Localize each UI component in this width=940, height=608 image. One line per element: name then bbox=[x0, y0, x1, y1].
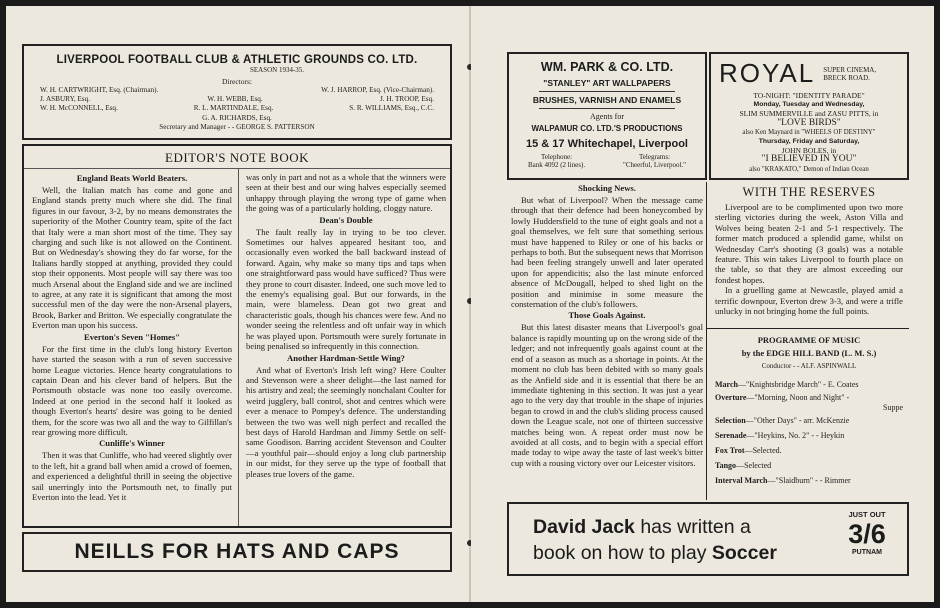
directors-row bbox=[40, 86, 434, 95]
music-programme bbox=[715, 334, 903, 488]
david-jack-advert bbox=[507, 502, 909, 576]
jack-text bbox=[533, 514, 777, 566]
royal-film: "I BELIEVED IN YOU" bbox=[761, 154, 857, 165]
reserves-column bbox=[715, 184, 903, 316]
music-items bbox=[715, 377, 903, 488]
director: J. H. TROOP, Esq. bbox=[380, 95, 434, 104]
right-page bbox=[471, 6, 934, 602]
director: W. H. McCONNELL, Esq. bbox=[40, 104, 118, 113]
music-label: Fox Trot bbox=[715, 446, 745, 455]
royal-also: also Ken Maynard in "WHEELS OF DESTINY" bbox=[742, 128, 876, 136]
music-title: PROGRAMME OF MUSIC bbox=[757, 335, 861, 345]
label: Telephone: bbox=[541, 153, 573, 161]
jack-text-b: book on how to play bbox=[533, 542, 712, 564]
park-telephone bbox=[528, 153, 585, 169]
jack-soccer: Soccer bbox=[711, 542, 777, 564]
music-band: by the EDGE HILL BAND (L. M. S.) bbox=[741, 348, 877, 358]
music-item bbox=[715, 377, 903, 392]
royal-stars: JOHN BOLES, in bbox=[781, 146, 837, 156]
directors-row bbox=[40, 95, 434, 104]
park-line-3: WALPAMUR CO. LTD.'S PRODUCTIONS bbox=[531, 124, 683, 133]
reserves-heading: WITH THE RESERVES bbox=[742, 185, 876, 199]
music-text: —"Knightsbridge March" - E. Coates bbox=[737, 380, 859, 389]
music-item bbox=[715, 428, 903, 443]
label: Telegrams: bbox=[639, 153, 671, 161]
royal-advert bbox=[709, 52, 909, 180]
column-divider bbox=[238, 168, 239, 526]
club-title: LIVERPOOL FOOTBALL CLUB & ATHLETIC GROUNDS CO. LTD. bbox=[56, 54, 418, 66]
park-agents: Agents for bbox=[590, 112, 624, 121]
club-header-box bbox=[22, 44, 452, 140]
director: S. R. WILLIAMS, Esq., C.C. bbox=[349, 104, 434, 113]
directors-row bbox=[40, 104, 434, 113]
royal-programme bbox=[711, 91, 907, 174]
divider bbox=[539, 108, 675, 109]
subheading: Everton's Seven "Homes" bbox=[84, 331, 180, 342]
neills-text: NEILLS FOR HATS AND CAPS bbox=[74, 540, 400, 563]
music-text: —Selected bbox=[736, 461, 772, 470]
music-rule bbox=[707, 328, 909, 329]
paragraph: was only in part and not as a whole that the winners were seen at their best and our wing halves especially seemed unhappy through playing the wrong type of game when the going was of a particularly holding, cloggy nature. bbox=[246, 172, 446, 214]
music-item bbox=[715, 473, 903, 488]
park-telegrams bbox=[623, 153, 686, 169]
jack-publisher: PUTNAM bbox=[852, 549, 882, 556]
news-column bbox=[511, 182, 703, 468]
park-line-1: "STANLEY" ART WALLPAPERS bbox=[543, 78, 671, 88]
heading-rule bbox=[24, 168, 450, 169]
secretary-line: Secretary and Manager - - GEORGE S. PATTERSON bbox=[159, 122, 315, 131]
paragraph: And what of Everton's Irish left wing? Here Coulter and Stevenson were a sheer delight—the last named for his artistry and zeal; the seemingly nonchalant Coulter for weird jugglery, ball control, shot and centres which were ever a menace to Pompey's defence. The understanding between the two was well nigh perfect and recalled the best days of Harold Hardman and Jimmy Settle on self-same Goodison. Barring accident Stevenson and Coulter—a youthful pair—should enjoy a long club partnership in our midst, for they serve up the type of football that pleases true lovers of the game. bbox=[246, 364, 446, 479]
royal-header bbox=[719, 58, 907, 89]
jack-text-a: has written a bbox=[634, 516, 751, 538]
music-item bbox=[715, 458, 903, 473]
paragraph: Liverpool are to be complimented upon two more sterling victories during the week, Aston Villa and Wolves being beaten 2-1 and 5-1 respectively. The former match produced a splendid game, whilst on Wednesday Carr's shooting (3 goals) was a notable feature. This win takes Liverpool to fourth place on the table, so that they are almost exceeding our fondest hopes. bbox=[715, 202, 903, 285]
royal-tonight: TO-NIGHT: "IDENTITY PARADE" bbox=[753, 91, 865, 100]
music-text: —"Morning, Noon and Night" - bbox=[746, 393, 850, 402]
park-advert bbox=[507, 52, 707, 180]
editor-box bbox=[22, 144, 452, 528]
royal-stars: SLIM SUMMERVILLE and ZASU PITTS, in bbox=[739, 109, 879, 119]
music-item bbox=[715, 392, 903, 403]
royal-name: ROYAL bbox=[719, 58, 816, 88]
paragraph: Well, the Italian match has come and gone and England stands pretty much where she did. The final figures in our favour, 3-2, by no means demonstrates the superiority of the Mother Country team, spite of the fact that Italy were a man short most of the time. They say charging and such like is not allowed on the Continent. But on Wednesday's showing they do far worse, for the Italians hardly stopped at anything, provided they could stop their opponents. Most people will say there was too much Arsenal about the England side and we are inclined to agree, at any rate it is significant that among the most successful men of the day were the non-Arsenal players, Brook, Barker and Britton. We especially congratulate the Everton man upon his success. bbox=[32, 185, 232, 331]
paragraph: For the first time in the club's long history Everton have started the season with a run of seven successive home League victories. Hence hearty congratulations to captain Dean and his clever band of helpers. But the Portsmouth obstacle was none too easily overcome. Indeed at one period in the second half it looked as though Everton's hearts' desire was going to be denied them, for the score was two all and the way to Gilfillan's rear growing more difficult. bbox=[32, 343, 232, 437]
royal-days: Monday, Tuesday and Wednesday, bbox=[753, 101, 865, 109]
jack-price: 3/6 bbox=[848, 519, 886, 549]
music-text: —Selected. bbox=[744, 446, 782, 455]
subheading: Those Goals Against. bbox=[568, 310, 646, 321]
subheading: Cunliffe's Winner bbox=[99, 438, 165, 449]
director: W. H. WEBB, Esq. bbox=[207, 95, 263, 104]
editor-col-1 bbox=[32, 172, 232, 502]
music-conductor: Conductor - - ALF. ASPINWALL bbox=[761, 362, 857, 370]
jack-out: JUST OUT bbox=[848, 510, 886, 519]
music-label: Serenade bbox=[715, 431, 747, 440]
directors-row bbox=[40, 114, 434, 123]
director: W. H. CARTWRIGHT, Esq. (Chairman). bbox=[40, 86, 159, 94]
royal-film: "LOVE BIRDS" bbox=[777, 117, 841, 128]
paragraph: But what of Liverpool? When the message came through that their defence had been honeycombed by lowly Huddersfield to the tune of eight goals and not a goal themselves, we felt sure that something serious must have happened to Riley or one of his backs or perhaps to both. But the subsequent news that Morrison had been feeling strangely unwell and later operated upon for appendicitis; also the last minute enforced absence of McDougall, helped to shed light on the position and minimise in some measure the consternation of the club's followers. bbox=[511, 195, 703, 310]
directors-label: Directors: bbox=[222, 77, 252, 86]
paragraph: Then it was that Cunliffe, who had veered slightly over to the left, hit a grand ball when amid a crowd of foemen, and experienced a delightful thrill in seeing the objective sail unerringly into the Portsmouth net, to finally put Everton into the lead. Yet it bbox=[32, 450, 232, 502]
music-text: —"Other Days" - arr. McKenzie bbox=[745, 416, 850, 425]
director: R. L. MARTINDALE, Esq. bbox=[193, 104, 274, 113]
season-label: SEASON 1934-35. bbox=[249, 66, 305, 74]
music-item bbox=[715, 403, 903, 413]
park-name: WM. PARK & CO. LTD. bbox=[540, 60, 674, 74]
music-label: Selection bbox=[715, 416, 746, 425]
music-label: Tango bbox=[715, 461, 737, 470]
paragraph: In a gruelling game at Newcastle, played amid a terrific downpour, Everton drew 3-3, and were a trifle unlucky in not bringing home the full points. bbox=[715, 285, 903, 317]
jack-author: David Jack bbox=[533, 516, 635, 538]
subheading: England Beats World Beaters. bbox=[76, 173, 188, 183]
subheading: Shocking News. bbox=[578, 183, 636, 193]
director: J. ASBURY, Esq. bbox=[40, 95, 90, 104]
left-page bbox=[6, 6, 469, 602]
royal-days: Thursday, Friday and Saturday, bbox=[758, 138, 860, 146]
neills-advert bbox=[22, 532, 452, 572]
music-text: —"Slaidburn" - - Rimmer bbox=[767, 476, 851, 485]
director: W. J. HARROP, Esq. (Vice-Chairman). bbox=[321, 86, 434, 94]
music-item bbox=[715, 413, 903, 428]
music-text: —"Heykins, No. 2" - - Heykin bbox=[746, 431, 845, 440]
editor-heading: EDITOR'S NOTE BOOK bbox=[165, 150, 309, 165]
royal-tag: SUPER CINEMA, BRECK ROAD. bbox=[823, 65, 877, 82]
music-label: Overture bbox=[715, 393, 747, 402]
editor-col-2 bbox=[246, 172, 446, 479]
directors-list bbox=[24, 86, 450, 132]
music-label: Interval March bbox=[715, 476, 768, 485]
news-column-box bbox=[507, 182, 707, 500]
jack-price-block bbox=[837, 510, 897, 556]
divider bbox=[539, 91, 675, 92]
subheading: Dean's Double bbox=[319, 214, 373, 225]
music-item bbox=[715, 443, 903, 458]
value: "Cheerful, Liverpool." bbox=[622, 161, 687, 169]
value: Bank 4092 (2 lines). bbox=[527, 161, 586, 169]
royal-also: also "KRAKATO," Demon of Indian Ocean bbox=[749, 165, 869, 173]
park-contacts bbox=[509, 153, 705, 169]
paragraph: But this latest disaster means that Liverpool's goal balance is rapidly mounting up on the wrong side of the ledger; and not infrequently goals against count at the end of a season as much as a shortage in points. At the moment no club has been debited with so many goals as the Anfield side and it is essential that there be an immediate tightening in this section. It was just a year ago to the very day that trouble in the shape of injuries began to crowd in and the club's sliding process caused down the League scale, not one of thirteen successive matches being won. A repeat order must now be avoided at all costs, and to begin with a special effort made today to wipe away the taste of last week's bitter cup with a rousing victory over our Leicester visitors. bbox=[511, 322, 703, 468]
music-label: March bbox=[715, 380, 738, 389]
jack-line-1 bbox=[533, 514, 777, 540]
subheading: Another Hardman-Settle Wing? bbox=[287, 352, 405, 363]
park-address: 15 & 17 Whitechapel, Liverpool bbox=[526, 138, 688, 150]
park-line-2: BRUSHES, VARNISH AND ENAMELS bbox=[532, 95, 682, 105]
music-text: Suppe bbox=[883, 403, 903, 412]
director: G. A. RICHARDS, Esq. bbox=[202, 113, 272, 122]
paragraph: The fault really lay in trying to be too clever. Sometimes our halves appeared hesitant too, and occasionally even worked the ball backward instead of forward. Again, why make so many tips and taps when one straightforward pass would have sufficed? Thus were they prone to court disaster. Indeed, one such move led to the enemy's equalising goal. But our forwards, in the main, were blameless. Dean got two great and characteristic goals, though his chances were few. And no wonder seeing the relentless and oft unfair way in which he was played upon. Portsmouth were surely fortunate in being penalised so infrequently in this connection. bbox=[246, 226, 446, 352]
jack-line-2 bbox=[533, 540, 777, 566]
